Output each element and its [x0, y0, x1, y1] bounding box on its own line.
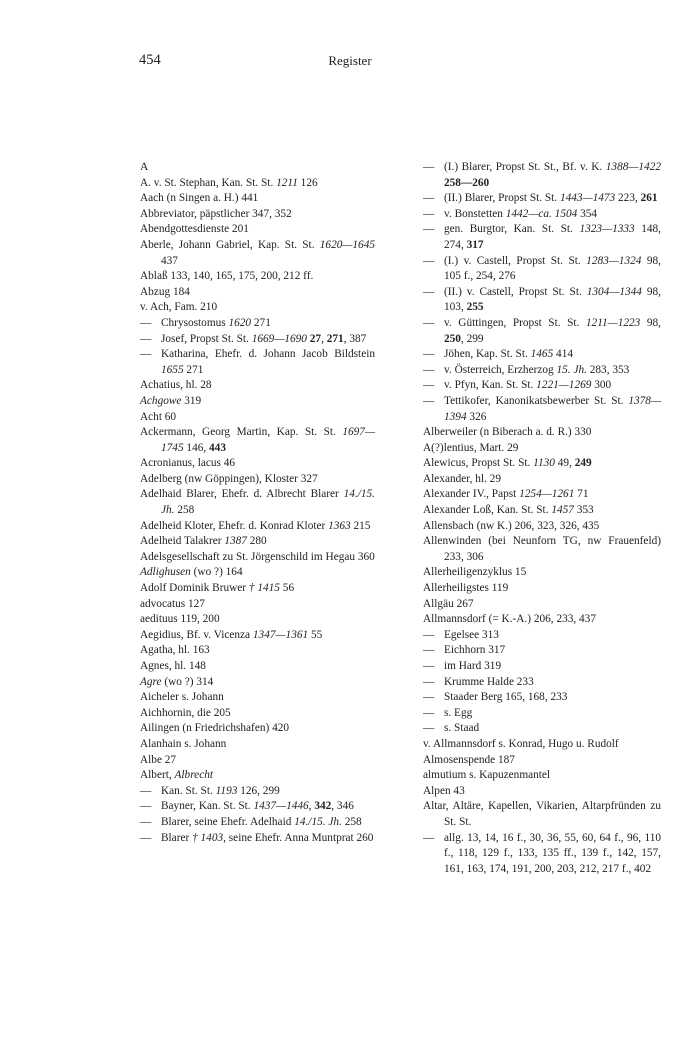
index-entry: A(?)lentius, Mart. 29 — [423, 441, 519, 454]
index-subentry: — Blarer † 1403, seine Ehefr. Anna Muntprat 260 — [140, 831, 375, 847]
index-entry: Alberweiler (n Biberach a. d. R.) 330 — [423, 426, 592, 439]
index-entry: Allmannsdorf (= K.-A.) 206, 233, 437 — [423, 613, 596, 626]
index-entry: Alexander, hl. 29 — [423, 472, 501, 485]
index-entry: Alewicus, Propst St. St. 1130 49, 249 — [423, 457, 592, 470]
index-entry: Alexander Loß, Kan. St. St. 1457 353 — [423, 504, 594, 517]
index-subentry: — Kan. St. St. 1193 126, 299 — [140, 784, 375, 800]
index-entry: Alanhain s. Johann — [140, 737, 227, 750]
index-entry: Abbreviator, päpstlicher 347, 352 — [140, 207, 292, 220]
index-entry: v. Allmannsdorf s. Konrad, Hugo u. Rudolf — [423, 737, 619, 750]
index-subentry: — Bayner, Kan. St. St. 1437—1446, 342, 346 — [140, 799, 375, 815]
index-entry: Adelberg (nw Göppingen), Kloster 327 — [140, 472, 318, 485]
index-subentry: — Tettikofer, Kanonikatsbewerber St. St. 1378—1394 326 — [423, 394, 661, 425]
index-entry: Albe 27 — [140, 753, 177, 766]
index-subentry: — (II.) v. Castell, Propst St. St. 1304—1344 98, 103, 255 — [423, 285, 661, 316]
index-subentry: — Josef, Propst St. St. 1669—1690 27, 271, 387 — [140, 332, 375, 348]
index-subentry: — Jöhen, Kap. St. St. 1465 414 — [423, 347, 661, 363]
index-entry: Adelhaid Blarer, Ehefr. d. Albrecht Blarer 14./15. Jh. 258 — [140, 488, 375, 517]
index-entry: Allerheiligstes 119 — [423, 582, 509, 595]
index-subentry: — (I.) v. Castell, Propst St. St. 1283—1324 98, 105 f., 254, 276 — [423, 254, 661, 285]
index-subentry: — s. Egg — [423, 706, 661, 722]
index-subentry: — s. Staad — [423, 721, 661, 737]
index-entry: Achgowe 319 — [140, 394, 202, 407]
index-subentry: — Chrysostomus 1620 271 — [140, 316, 375, 332]
index-entry: Adolf Dominik Bruwer † 1415 56 — [140, 582, 295, 595]
index-entry: Abzug 184 — [140, 285, 190, 298]
index-entry: Allgäu 267 — [423, 597, 474, 610]
page-number: 454 — [139, 52, 161, 68]
index-subentry: — allg. 13, 14, 16 f., 30, 36, 55, 60, 64 f., 96, 110 f., 118, 129 f., 133, 135 ff., 139 f., 142, 157, 161, 163, 174, 191, 200, 203, 212, 217 f., 402 — [423, 831, 661, 878]
left-column — [140, 160, 375, 846]
index-entry: Albert, Albrecht — [140, 769, 213, 782]
index-entry: Allenwinden (bei Neunforn TG, nw Frauenfeld) 233, 306 — [423, 535, 661, 563]
running-head: Register — [328, 53, 372, 68]
index-entry: Adelheid Talakrer 1387 280 — [140, 535, 267, 548]
index-entry: Acronianus, lacus 46 — [140, 457, 236, 470]
index-entry: Almosenspende 187 — [423, 753, 515, 766]
index-subentry: — v. Pfyn, Kan. St. St. 1221—1269 300 — [423, 378, 661, 394]
index-entry: Adelsgesellschaft zu St. Jörgenschild im Hegau 360 — [140, 550, 375, 563]
index-entry: Allerheiligenzyklus 15 — [423, 566, 527, 579]
index-subentry: — (II.) Blarer, Propst St. St. 1443—1473 223, 261 — [423, 191, 661, 207]
section-letter: A — [140, 161, 149, 173]
index-entry: Abendgottesdienste 201 — [140, 223, 249, 236]
index-entry: almutium s. Kapuzenmantel — [423, 769, 551, 782]
index-entry: Acht 60 — [140, 410, 177, 423]
index-entry: Adlighusen (wo ?) 164 — [140, 566, 243, 579]
index-subentry: — Katharina, Ehefr. d. Johann Jacob Bildstein 1655 271 — [140, 347, 375, 378]
index-subentry: — v. Österreich, Erzherzog 15. Jh. 283, 353 — [423, 363, 661, 379]
index-subentry: — Staader Berg 165, 168, 233 — [423, 690, 661, 706]
index-entry: Aegidius, Bf. v. Vicenza 1347—1361 55 — [140, 628, 323, 641]
index-subentry: — v. Güttingen, Propst St. St. 1211—1223 98, 250, 299 — [423, 316, 661, 347]
index-entry: Agnes, hl. 148 — [140, 660, 206, 672]
index-entry: Alexander IV., Papst 1254—1261 71 — [423, 488, 589, 501]
index-subentry: — Eichhorn 317 — [423, 643, 661, 659]
index-entry: A. v. St. Stephan, Kan. St. St. 1211 126 — [140, 176, 318, 189]
index-subentry: — Blarer, seine Ehefr. Adelhaid 14./15. Jh. 258 — [140, 815, 375, 831]
index-entry: Aach (n Singen a. H.) 441 — [140, 192, 259, 205]
index-entry: advocatus 127 — [140, 597, 205, 610]
index-entry: Ackermann, Georg Martin, Kap. St. St. 1697—1745 146, 443 — [140, 426, 375, 454]
right-column — [423, 160, 661, 877]
index-subentry: — v. Bonstetten 1442—ca. 1504 354 — [423, 207, 661, 223]
index-entry: Aberle, Johann Gabriel, Kap. St. St. 1620—1645 437 — [140, 238, 375, 267]
index-subentry: — gen. Burgtor, Kan. St. St. 1323—1333 148, 274, 317 — [423, 222, 661, 253]
index-entry: Aicheler s. Johann — [140, 691, 224, 704]
index-subentry: — im Hard 319 — [423, 659, 661, 675]
index-subentry: — Egelsee 313 — [423, 628, 661, 644]
index-entry: Agre (wo ?) 314 — [140, 675, 214, 688]
index-entry: Agatha, hl. 163 — [140, 644, 210, 657]
index-entry: v. Ach, Fam. 210 — [140, 301, 218, 314]
index-entry: Achatius, hl. 28 — [140, 379, 212, 392]
index-entry: Aichhornin, die 205 — [140, 706, 231, 719]
index-subentry: — (I.) Blarer, Propst St. St., Bf. v. K. 1388—1422 258—260 — [423, 160, 661, 191]
index-entry: Alpen 43 — [423, 784, 465, 797]
index-entry: Allensbach (nw K.) 206, 323, 326, 435 — [423, 519, 600, 532]
index-subentry: — Krumme Halde 233 — [423, 675, 661, 691]
index-entry: Adelheid Kloter, Ehefr. d. Konrad Kloter 1363 215 — [140, 519, 371, 532]
index-entry: aedituus 119, 200 — [140, 613, 220, 626]
index-entry: Ablaß 133, 140, 165, 175, 200, 212 ff. — [140, 270, 314, 283]
index-entry: Ailingen (n Friedrichshafen) 420 — [140, 722, 290, 735]
index-entry: Altar, Altäre, Kapellen, Vikarien, Altarpfründen zu St. St. — [423, 800, 661, 828]
